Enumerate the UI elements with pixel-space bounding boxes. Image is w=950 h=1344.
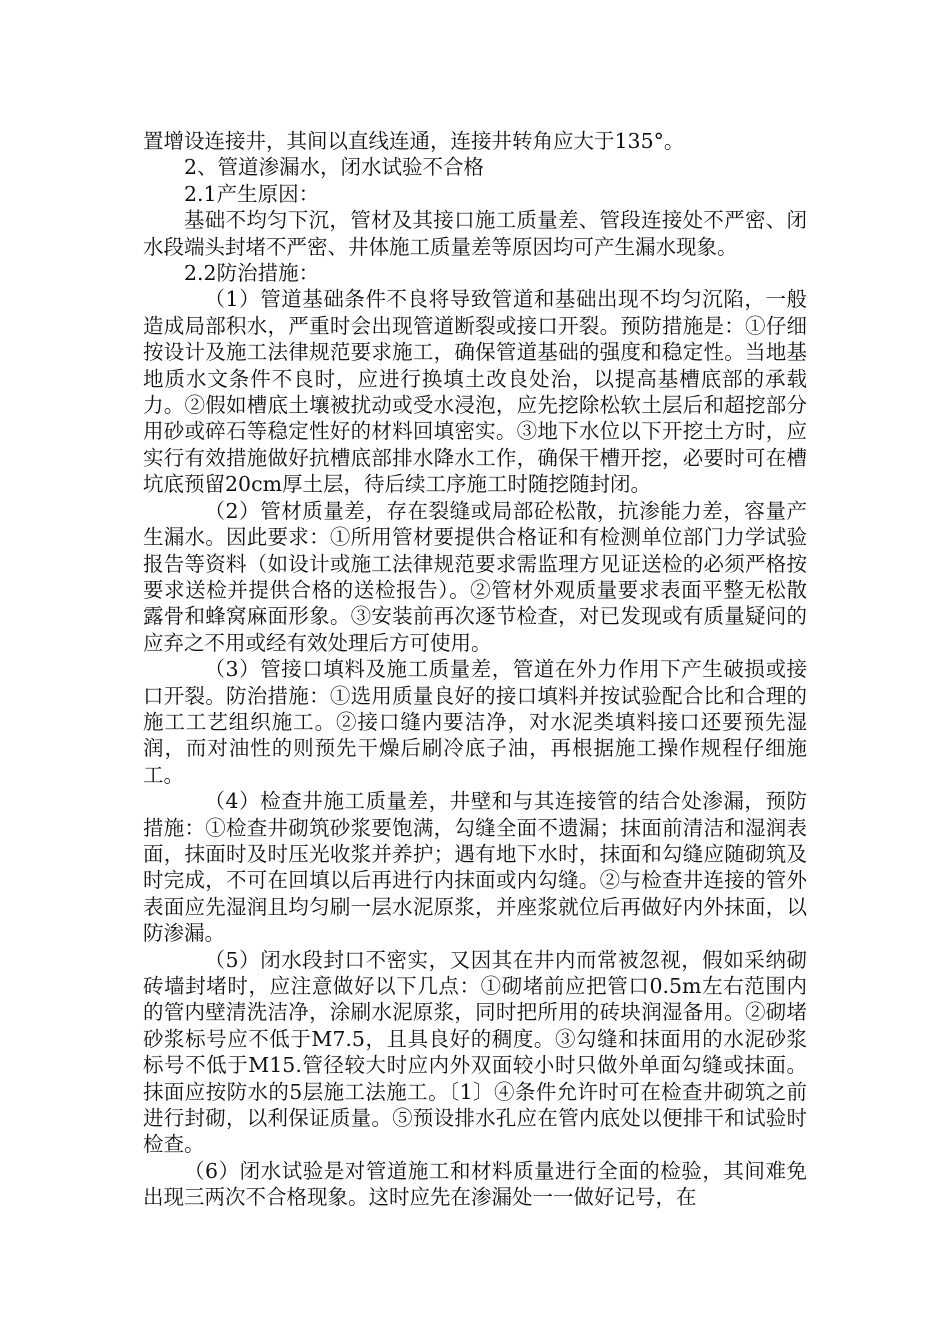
paragraph-causes: 基础不均匀下沉，管材及其接口施工质量差、管段连接处不严密、闭水段端头封堵不严密、井体施工质量差等原因均可产生漏水现象。: [143, 208, 807, 259]
paragraph-measure-3: （3）管接口填料及施工质量差，管道在外力作用下产生破损或接口开裂。防治措施：①选用质量良好的接口填料并按试验配合比和合理的施工工艺组织施工。②接口缝内要洁净，对水泥类填料接口还要预先湿润，而对油性的则预先干燥后刷冷底子油，再根据施工操作规程仔细施工。: [143, 657, 807, 787]
subsection-heading-2-2: 2.2防治措施：: [184, 261, 320, 286]
subsection-heading-2-1: 2.1产生原因：: [184, 181, 320, 206]
paragraph-measure-6: （6）闭水试验是对管道施工和材料质量进行全面的检验，其间难免出现三两次不合格现象。这时应先在渗漏处一一做好记号，在: [143, 1158, 807, 1210]
paragraph-measure-4: （4）检查井施工质量差，井壁和与其连接管的结合处渗漏，预防措施：①检查井砌筑砂浆要饱满，勾缝全面不遗漏；抹面前清洁和湿润表面，抹面时及时压光收浆并养护；遇有地下水时，抹面和勾缝应随砌筑及时完成，不可在回填以后再进行内抹面或内勾缝。②与检查井连接的管外表面应先湿润且均匀刷一层水泥原浆，并座浆就位后再做好内外抹面，以防渗漏。: [143, 789, 807, 946]
document-body: [143, 128, 807, 1211]
paragraph-measure-2: （2）管材质量差，存在裂缝或局部砼松散，抗渗能力差，容量产生漏水。因此要求：①所用管材要提供合格证和有检测单位部门力学试验报告等资料（如设计或施工法律规范要求需监理方见证送检的必须严格按要求送检并提供合格的送检报告）。②管材外观质量要求表面平整无松散露骨和蜂窝麻面形象。③安装前再次逐节检查，对已发现或有质量疑问的应弃之不用或经有效处理后方可使用。: [143, 498, 807, 655]
paragraph-measure-5: （5）闭水段封口不密实，又因其在井内而常被忽视，假如采纳砌砖墙封堵时，应注意做好以下几点：①砌堵前应把管口0.5m左右范围内的管内壁清洗洁净，涂刷水泥原浆，同时把所用的砖块润湿备用。②砌堵砂浆标号应不低于M7.5，且具良好的稠度。③勾缝和抹面用的水泥砂浆标号不低于M15.管径较大时应内外双面较小时只做外单面勾缝或抹面。抹面应按防水的5层施工法施工。〔1〕④条件允许时可在检查井砌筑之前进行封砌，以利保证质量。⑤预设排水孔应在管内底处以便排干和试验时检查。: [143, 947, 807, 1157]
paragraph-measure-1: （1）管道基础条件不良将导致管道和基础出现不均匀沉陷，一般造成局部积水，严重时会出现管道断裂或接口开裂。预防措施是：①仔细按设计及施工法律规范要求施工，确保管道基础的强度和稳定性。当地基地质水文条件不良时，应进行换填土改良处治，以提高基槽底部的承载力。②假如槽底土壤被扰动或受水浸泡，应先挖除松软土层后和超挖部分用砂或碎石等稳定性好的材料回填密实。③地下水位以下开挖土方时，应实行有效措施做好抗槽底部排水降水工作，确保干槽开挖，必要时可在槽坑底预留20cm厚土层，待后续工序施工时随挖随封闭。: [143, 287, 807, 497]
section-heading-2: 2、管道渗漏水，闭水试验不合格: [184, 155, 485, 180]
paragraph-continuation: 置增设连接井，其间以直线连通，连接井转角应大于135°。: [143, 129, 685, 153]
